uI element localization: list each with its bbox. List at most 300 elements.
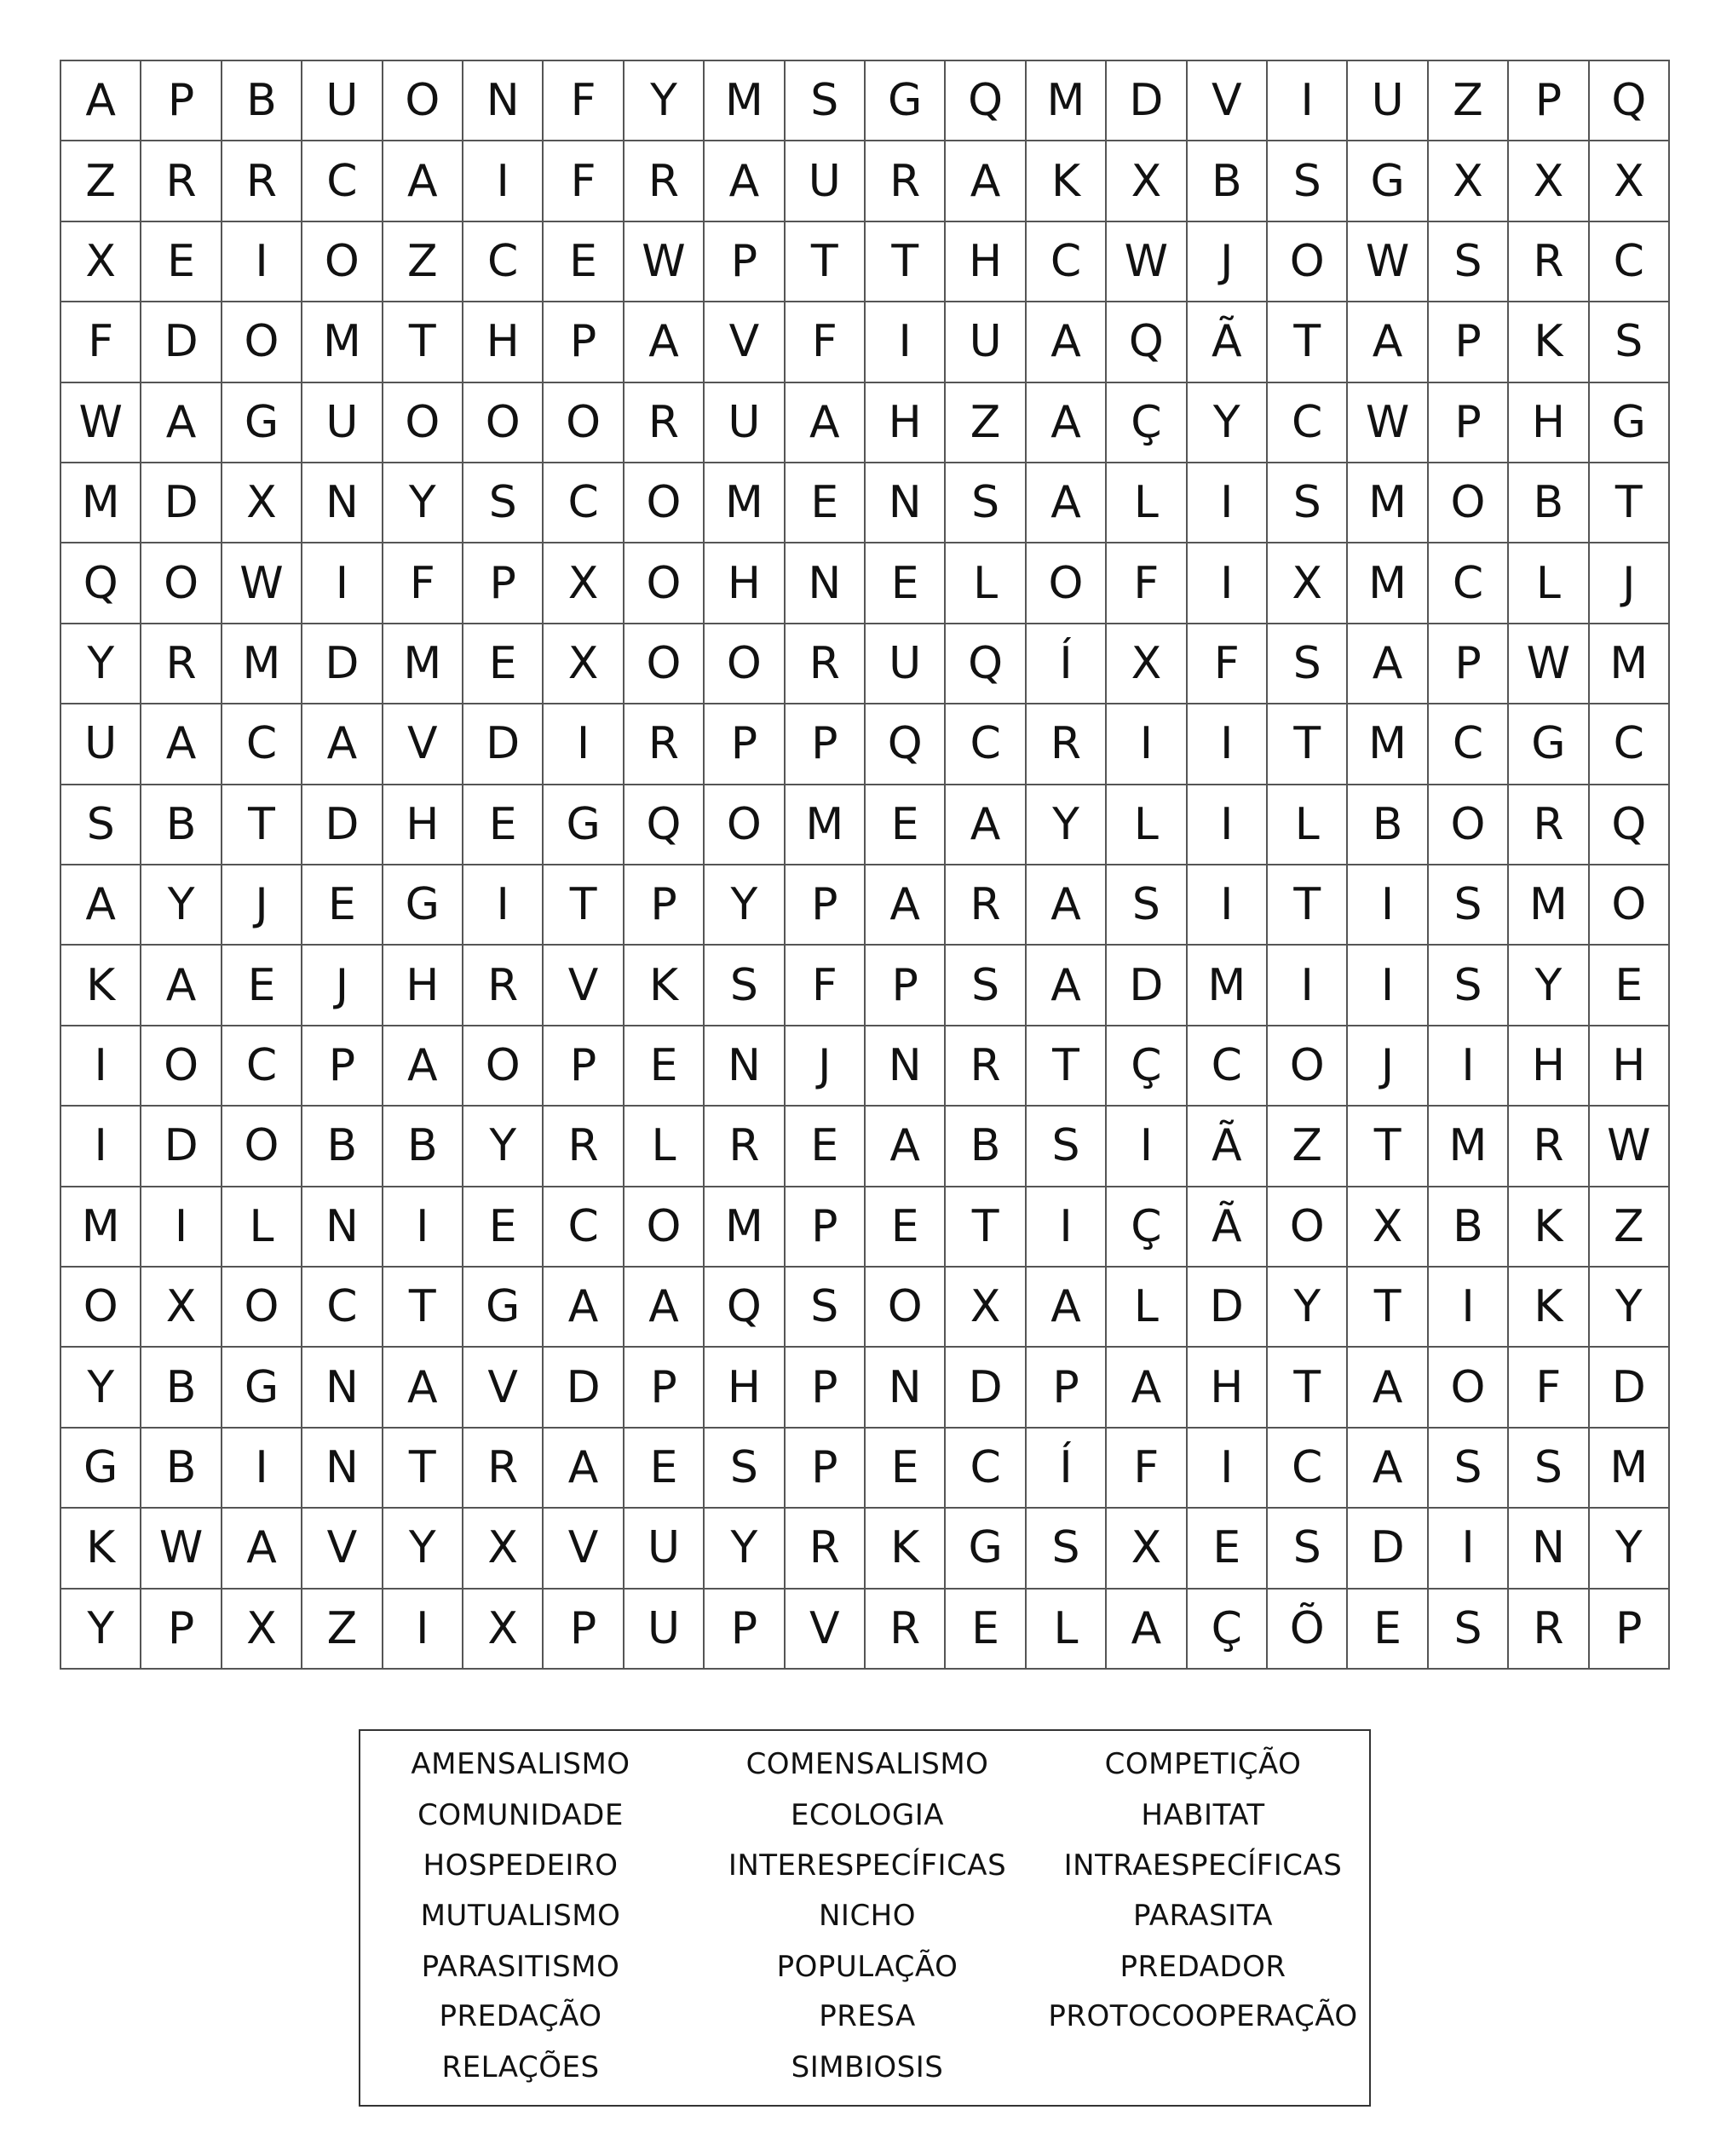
grid-cell[interactable]: O <box>222 1268 302 1348</box>
grid-cell[interactable]: O <box>141 543 222 624</box>
grid-cell[interactable]: E <box>625 1429 705 1509</box>
grid-cell[interactable]: F <box>544 141 624 221</box>
grid-cell[interactable]: P <box>1429 624 1509 704</box>
grid-cell[interactable]: F <box>1509 1348 1589 1428</box>
grid-cell[interactable]: N <box>302 463 383 543</box>
grid-cell[interactable]: Z <box>1590 1187 1670 1268</box>
grid-cell[interactable]: O <box>625 624 705 704</box>
grid-cell[interactable]: G <box>222 383 302 463</box>
grid-cell[interactable]: T <box>866 222 946 302</box>
grid-cell[interactable]: C <box>222 1026 302 1107</box>
grid-cell[interactable]: R <box>222 141 302 221</box>
grid-cell[interactable]: A <box>1027 1268 1107 1348</box>
grid-cell[interactable]: R <box>866 141 946 221</box>
grid-cell[interactable]: Y <box>383 463 463 543</box>
grid-cell[interactable]: D <box>1107 946 1187 1026</box>
grid-cell[interactable]: O <box>625 463 705 543</box>
grid-cell[interactable]: S <box>1268 141 1348 221</box>
grid-cell[interactable]: C <box>544 1187 624 1268</box>
grid-cell[interactable]: H <box>705 1348 785 1428</box>
grid-cell[interactable]: Z <box>61 141 141 221</box>
grid-cell[interactable]: X <box>1509 141 1589 221</box>
grid-cell[interactable]: Z <box>1429 61 1509 141</box>
grid-cell[interactable]: G <box>946 1509 1026 1589</box>
grid-cell[interactable]: Ã <box>1188 1187 1268 1268</box>
grid-cell[interactable]: P <box>544 1590 624 1670</box>
grid-cell[interactable]: I <box>222 1429 302 1509</box>
grid-cell[interactable]: S <box>946 463 1026 543</box>
grid-cell[interactable]: H <box>705 543 785 624</box>
grid-cell[interactable]: E <box>1348 1590 1428 1670</box>
grid-cell[interactable]: X <box>544 624 624 704</box>
grid-cell[interactable]: V <box>786 1590 866 1670</box>
grid-cell[interactable]: T <box>1348 1268 1428 1348</box>
grid-cell[interactable]: U <box>786 141 866 221</box>
grid-cell[interactable]: X <box>463 1590 544 1670</box>
grid-cell[interactable]: F <box>786 946 866 1026</box>
grid-cell[interactable]: Í <box>1027 624 1107 704</box>
grid-cell[interactable]: E <box>1590 946 1670 1026</box>
grid-cell[interactable]: I <box>1188 704 1268 785</box>
grid-cell[interactable]: X <box>1107 1509 1187 1589</box>
grid-cell[interactable]: G <box>383 865 463 946</box>
grid-cell[interactable]: B <box>302 1107 383 1187</box>
grid-cell[interactable]: E <box>946 1590 1026 1670</box>
grid-cell[interactable]: M <box>705 463 785 543</box>
grid-cell[interactable]: E <box>625 1026 705 1107</box>
grid-cell[interactable]: L <box>1268 785 1348 865</box>
grid-cell[interactable]: Y <box>61 1348 141 1428</box>
grid-cell[interactable]: S <box>705 946 785 1026</box>
grid-cell[interactable]: I <box>1429 1268 1509 1348</box>
grid-cell[interactable]: C <box>946 704 1026 785</box>
grid-cell[interactable]: C <box>302 141 383 221</box>
grid-cell[interactable]: P <box>141 61 222 141</box>
grid-cell[interactable]: I <box>1429 1026 1509 1107</box>
grid-cell[interactable]: A <box>544 1429 624 1509</box>
grid-cell[interactable]: P <box>705 222 785 302</box>
grid-cell[interactable]: C <box>1268 1429 1348 1509</box>
grid-cell[interactable]: O <box>1268 1026 1348 1107</box>
grid-cell[interactable]: L <box>1107 1268 1187 1348</box>
grid-cell[interactable]: N <box>302 1187 383 1268</box>
grid-cell[interactable]: U <box>705 383 785 463</box>
grid-cell[interactable]: N <box>705 1026 785 1107</box>
grid-cell[interactable]: Q <box>1590 785 1670 865</box>
grid-cell[interactable]: F <box>544 61 624 141</box>
grid-cell[interactable]: K <box>1509 302 1589 382</box>
grid-cell[interactable]: A <box>544 1268 624 1348</box>
grid-cell[interactable]: N <box>866 1348 946 1428</box>
grid-cell[interactable]: I <box>544 704 624 785</box>
grid-cell[interactable]: T <box>946 1187 1026 1268</box>
grid-cell[interactable]: W <box>1509 624 1589 704</box>
grid-cell[interactable]: X <box>1590 141 1670 221</box>
grid-cell[interactable]: O <box>383 61 463 141</box>
grid-cell[interactable]: L <box>946 543 1026 624</box>
grid-cell[interactable]: B <box>1509 463 1589 543</box>
grid-cell[interactable]: P <box>302 1026 383 1107</box>
grid-cell[interactable]: R <box>463 1429 544 1509</box>
grid-cell[interactable]: O <box>866 1268 946 1348</box>
grid-cell[interactable]: I <box>1268 946 1348 1026</box>
grid-cell[interactable]: Q <box>625 785 705 865</box>
grid-cell[interactable]: G <box>866 61 946 141</box>
grid-cell[interactable]: P <box>544 1026 624 1107</box>
grid-cell[interactable]: N <box>463 61 544 141</box>
grid-cell[interactable]: P <box>141 1590 222 1670</box>
grid-cell[interactable]: U <box>866 624 946 704</box>
grid-cell[interactable]: H <box>383 785 463 865</box>
grid-cell[interactable]: R <box>1509 1107 1589 1187</box>
grid-cell[interactable]: H <box>1509 1026 1589 1107</box>
grid-cell[interactable]: I <box>61 1026 141 1107</box>
grid-cell[interactable]: R <box>786 624 866 704</box>
grid-cell[interactable]: M <box>786 785 866 865</box>
grid-cell[interactable]: P <box>786 1348 866 1428</box>
grid-cell[interactable]: D <box>302 624 383 704</box>
grid-cell[interactable]: H <box>866 383 946 463</box>
grid-cell[interactable]: O <box>383 383 463 463</box>
grid-cell[interactable]: A <box>1027 865 1107 946</box>
grid-cell[interactable]: I <box>463 865 544 946</box>
grid-cell[interactable]: Q <box>61 543 141 624</box>
grid-cell[interactable]: W <box>1590 1107 1670 1187</box>
grid-cell[interactable]: L <box>625 1107 705 1187</box>
grid-cell[interactable]: E <box>463 1187 544 1268</box>
grid-cell[interactable]: N <box>866 463 946 543</box>
grid-cell[interactable]: C <box>1188 1026 1268 1107</box>
grid-cell[interactable]: Z <box>302 1590 383 1670</box>
grid-cell[interactable]: P <box>1509 61 1589 141</box>
grid-cell[interactable]: B <box>1188 141 1268 221</box>
grid-cell[interactable]: Ç <box>1107 1187 1187 1268</box>
grid-cell[interactable]: W <box>1107 222 1187 302</box>
grid-cell[interactable]: P <box>786 704 866 785</box>
grid-cell[interactable]: Ã <box>1188 1107 1268 1187</box>
grid-cell[interactable]: Y <box>1590 1268 1670 1348</box>
grid-cell[interactable]: F <box>61 302 141 382</box>
grid-cell[interactable]: U <box>302 61 383 141</box>
grid-cell[interactable]: S <box>1429 1429 1509 1509</box>
grid-cell[interactable]: M <box>302 302 383 382</box>
grid-cell[interactable]: D <box>141 302 222 382</box>
grid-cell[interactable]: B <box>222 61 302 141</box>
grid-cell[interactable]: Y <box>705 865 785 946</box>
grid-cell[interactable]: R <box>141 624 222 704</box>
grid-cell[interactable]: Ç <box>1188 1590 1268 1670</box>
grid-cell[interactable]: M <box>61 1187 141 1268</box>
grid-cell[interactable]: V <box>544 946 624 1026</box>
grid-cell[interactable]: O <box>1268 222 1348 302</box>
grid-cell[interactable]: P <box>786 865 866 946</box>
grid-cell[interactable]: R <box>625 141 705 221</box>
grid-cell[interactable]: R <box>705 1107 785 1187</box>
grid-cell[interactable]: A <box>1107 1348 1187 1428</box>
grid-cell[interactable]: O <box>1590 865 1670 946</box>
grid-cell[interactable]: A <box>1107 1590 1187 1670</box>
grid-cell[interactable]: I <box>1268 61 1348 141</box>
grid-cell[interactable]: Q <box>946 624 1026 704</box>
grid-cell[interactable]: L <box>1107 785 1187 865</box>
grid-cell[interactable]: G <box>1590 383 1670 463</box>
grid-cell[interactable]: Y <box>1509 946 1589 1026</box>
grid-cell[interactable]: N <box>866 1026 946 1107</box>
grid-cell[interactable]: R <box>625 383 705 463</box>
grid-cell[interactable]: T <box>383 1268 463 1348</box>
grid-cell[interactable]: I <box>302 543 383 624</box>
grid-cell[interactable]: U <box>302 383 383 463</box>
grid-cell[interactable]: M <box>1590 1429 1670 1509</box>
grid-cell[interactable]: M <box>705 1187 785 1268</box>
grid-cell[interactable]: Y <box>1590 1509 1670 1589</box>
grid-cell[interactable]: F <box>1107 543 1187 624</box>
grid-cell[interactable]: B <box>141 1348 222 1428</box>
grid-cell[interactable]: S <box>1027 1107 1107 1187</box>
grid-cell[interactable]: I <box>463 141 544 221</box>
grid-cell[interactable]: S <box>1107 865 1187 946</box>
grid-cell[interactable]: Z <box>946 383 1026 463</box>
grid-cell[interactable]: U <box>1348 61 1428 141</box>
grid-cell[interactable]: Õ <box>1268 1590 1348 1670</box>
grid-cell[interactable]: H <box>1590 1026 1670 1107</box>
grid-cell[interactable]: D <box>1348 1509 1428 1589</box>
grid-cell[interactable]: E <box>463 624 544 704</box>
grid-cell[interactable]: V <box>302 1509 383 1589</box>
grid-cell[interactable]: A <box>302 704 383 785</box>
grid-cell[interactable]: T <box>786 222 866 302</box>
grid-cell[interactable]: T <box>1590 463 1670 543</box>
grid-cell[interactable]: C <box>1027 222 1107 302</box>
grid-cell[interactable]: W <box>222 543 302 624</box>
grid-cell[interactable]: W <box>1348 222 1428 302</box>
grid-cell[interactable]: K <box>1509 1187 1589 1268</box>
grid-cell[interactable]: M <box>383 624 463 704</box>
grid-cell[interactable]: K <box>61 946 141 1026</box>
grid-cell[interactable]: Ç <box>1107 383 1187 463</box>
grid-cell[interactable]: Y <box>1027 785 1107 865</box>
grid-cell[interactable]: A <box>1348 624 1428 704</box>
grid-cell[interactable]: A <box>1027 302 1107 382</box>
grid-cell[interactable]: X <box>463 1509 544 1589</box>
grid-cell[interactable]: B <box>946 1107 1026 1187</box>
grid-cell[interactable]: I <box>1188 1429 1268 1509</box>
grid-cell[interactable]: T <box>1268 704 1348 785</box>
grid-cell[interactable]: N <box>1509 1509 1589 1589</box>
grid-cell[interactable]: B <box>1429 1187 1509 1268</box>
grid-cell[interactable]: S <box>1027 1509 1107 1589</box>
grid-cell[interactable]: V <box>544 1509 624 1589</box>
grid-cell[interactable]: R <box>544 1107 624 1187</box>
grid-cell[interactable]: B <box>141 785 222 865</box>
grid-cell[interactable]: I <box>141 1187 222 1268</box>
grid-cell[interactable]: P <box>625 865 705 946</box>
grid-cell[interactable]: Ç <box>1107 1026 1187 1107</box>
grid-cell[interactable]: E <box>463 785 544 865</box>
grid-cell[interactable]: O <box>1268 1187 1348 1268</box>
grid-cell[interactable]: Y <box>141 865 222 946</box>
grid-cell[interactable]: D <box>946 1348 1026 1428</box>
grid-cell[interactable]: P <box>1027 1348 1107 1428</box>
grid-cell[interactable]: J <box>1188 222 1268 302</box>
grid-cell[interactable]: X <box>141 1268 222 1348</box>
grid-cell[interactable]: D <box>544 1348 624 1428</box>
grid-cell[interactable]: W <box>1348 383 1428 463</box>
grid-cell[interactable]: A <box>946 141 1026 221</box>
grid-cell[interactable]: Y <box>61 624 141 704</box>
grid-cell[interactable]: O <box>61 1268 141 1348</box>
grid-cell[interactable]: A <box>383 1348 463 1428</box>
grid-cell[interactable]: S <box>786 61 866 141</box>
grid-cell[interactable]: D <box>302 785 383 865</box>
grid-cell[interactable]: W <box>625 222 705 302</box>
grid-cell[interactable]: M <box>1590 624 1670 704</box>
grid-cell[interactable]: N <box>302 1348 383 1428</box>
grid-cell[interactable]: A <box>141 704 222 785</box>
grid-cell[interactable]: A <box>1027 946 1107 1026</box>
grid-cell[interactable]: A <box>61 865 141 946</box>
grid-cell[interactable]: Q <box>1590 61 1670 141</box>
grid-cell[interactable]: E <box>544 222 624 302</box>
grid-cell[interactable]: I <box>1188 463 1268 543</box>
grid-cell[interactable]: K <box>1509 1268 1589 1348</box>
grid-cell[interactable]: X <box>1348 1187 1428 1268</box>
grid-cell[interactable]: M <box>1348 704 1428 785</box>
grid-cell[interactable]: Y <box>1188 383 1268 463</box>
grid-cell[interactable]: F <box>1107 1429 1187 1509</box>
grid-cell[interactable]: E <box>866 1429 946 1509</box>
grid-cell[interactable]: I <box>1107 1107 1187 1187</box>
grid-cell[interactable]: A <box>1348 302 1428 382</box>
grid-cell[interactable]: X <box>544 543 624 624</box>
grid-cell[interactable]: C <box>1590 704 1670 785</box>
grid-cell[interactable]: X <box>1107 624 1187 704</box>
grid-cell[interactable]: Q <box>946 61 1026 141</box>
grid-cell[interactable]: O <box>1429 463 1509 543</box>
grid-cell[interactable]: H <box>383 946 463 1026</box>
grid-cell[interactable]: T <box>1268 1348 1348 1428</box>
grid-cell[interactable]: O <box>625 1187 705 1268</box>
grid-cell[interactable]: E <box>1188 1509 1268 1589</box>
grid-cell[interactable]: C <box>463 222 544 302</box>
grid-cell[interactable]: N <box>786 543 866 624</box>
grid-cell[interactable]: C <box>302 1268 383 1348</box>
grid-cell[interactable]: S <box>705 1429 785 1509</box>
grid-cell[interactable]: U <box>625 1509 705 1589</box>
grid-cell[interactable]: E <box>302 865 383 946</box>
grid-cell[interactable]: I <box>1188 865 1268 946</box>
grid-cell[interactable]: C <box>222 704 302 785</box>
grid-cell[interactable]: A <box>141 383 222 463</box>
grid-cell[interactable]: I <box>1107 704 1187 785</box>
grid-cell[interactable]: A <box>1027 383 1107 463</box>
grid-cell[interactable]: T <box>383 302 463 382</box>
grid-cell[interactable]: T <box>1268 302 1348 382</box>
grid-cell[interactable]: I <box>383 1187 463 1268</box>
grid-cell[interactable]: L <box>222 1187 302 1268</box>
grid-cell[interactable]: C <box>544 463 624 543</box>
grid-cell[interactable]: D <box>463 704 544 785</box>
grid-cell[interactable]: S <box>463 463 544 543</box>
grid-cell[interactable]: A <box>141 946 222 1026</box>
grid-cell[interactable]: Y <box>625 61 705 141</box>
grid-cell[interactable]: H <box>1188 1348 1268 1428</box>
grid-cell[interactable]: S <box>1268 624 1348 704</box>
grid-cell[interactable]: E <box>222 946 302 1026</box>
grid-cell[interactable]: E <box>786 463 866 543</box>
grid-cell[interactable]: L <box>1107 463 1187 543</box>
grid-cell[interactable]: D <box>1590 1348 1670 1428</box>
grid-cell[interactable]: A <box>946 785 1026 865</box>
grid-cell[interactable]: E <box>866 543 946 624</box>
grid-cell[interactable]: R <box>866 1590 946 1670</box>
grid-cell[interactable]: J <box>786 1026 866 1107</box>
grid-cell[interactable]: J <box>1590 543 1670 624</box>
grid-cell[interactable]: G <box>463 1268 544 1348</box>
grid-cell[interactable]: S <box>1429 222 1509 302</box>
grid-cell[interactable]: H <box>463 302 544 382</box>
grid-cell[interactable]: Í <box>1027 1429 1107 1509</box>
grid-cell[interactable]: A <box>222 1509 302 1589</box>
grid-cell[interactable]: Y <box>1268 1268 1348 1348</box>
grid-cell[interactable]: H <box>946 222 1026 302</box>
grid-cell[interactable]: X <box>1107 141 1187 221</box>
grid-cell[interactable]: A <box>866 1107 946 1187</box>
grid-cell[interactable]: G <box>61 1429 141 1509</box>
grid-cell[interactable]: A <box>786 383 866 463</box>
grid-cell[interactable]: P <box>1429 383 1509 463</box>
grid-cell[interactable]: L <box>1027 1590 1107 1670</box>
grid-cell[interactable]: Y <box>463 1107 544 1187</box>
grid-cell[interactable]: O <box>1429 1348 1509 1428</box>
grid-cell[interactable]: I <box>222 222 302 302</box>
grid-cell[interactable]: S <box>1268 1509 1348 1589</box>
grid-cell[interactable]: S <box>1268 463 1348 543</box>
grid-cell[interactable]: A <box>625 302 705 382</box>
grid-cell[interactable]: I <box>383 1590 463 1670</box>
grid-cell[interactable]: J <box>1348 1026 1428 1107</box>
grid-cell[interactable]: V <box>383 704 463 785</box>
grid-cell[interactable]: W <box>141 1509 222 1589</box>
grid-cell[interactable]: T <box>544 865 624 946</box>
grid-cell[interactable]: U <box>625 1590 705 1670</box>
grid-cell[interactable]: P <box>625 1348 705 1428</box>
grid-cell[interactable]: O <box>544 383 624 463</box>
grid-cell[interactable]: R <box>946 865 1026 946</box>
grid-cell[interactable]: M <box>705 61 785 141</box>
grid-cell[interactable]: R <box>141 141 222 221</box>
grid-cell[interactable]: P <box>866 946 946 1026</box>
grid-cell[interactable]: P <box>1590 1590 1670 1670</box>
grid-cell[interactable]: A <box>1027 463 1107 543</box>
grid-cell[interactable]: Y <box>61 1590 141 1670</box>
grid-cell[interactable]: D <box>1188 1268 1268 1348</box>
grid-cell[interactable]: R <box>1509 785 1589 865</box>
grid-cell[interactable]: G <box>1509 704 1589 785</box>
grid-cell[interactable]: S <box>786 1268 866 1348</box>
grid-cell[interactable]: A <box>383 1026 463 1107</box>
grid-cell[interactable]: A <box>625 1268 705 1348</box>
grid-cell[interactable]: H <box>1509 383 1589 463</box>
grid-cell[interactable]: S <box>1429 865 1509 946</box>
grid-cell[interactable]: J <box>302 946 383 1026</box>
grid-cell[interactable]: X <box>1429 141 1509 221</box>
grid-cell[interactable]: S <box>61 785 141 865</box>
grid-cell[interactable]: I <box>1348 865 1428 946</box>
grid-cell[interactable]: T <box>222 785 302 865</box>
grid-cell[interactable]: T <box>1348 1107 1428 1187</box>
grid-cell[interactable]: M <box>1348 543 1428 624</box>
